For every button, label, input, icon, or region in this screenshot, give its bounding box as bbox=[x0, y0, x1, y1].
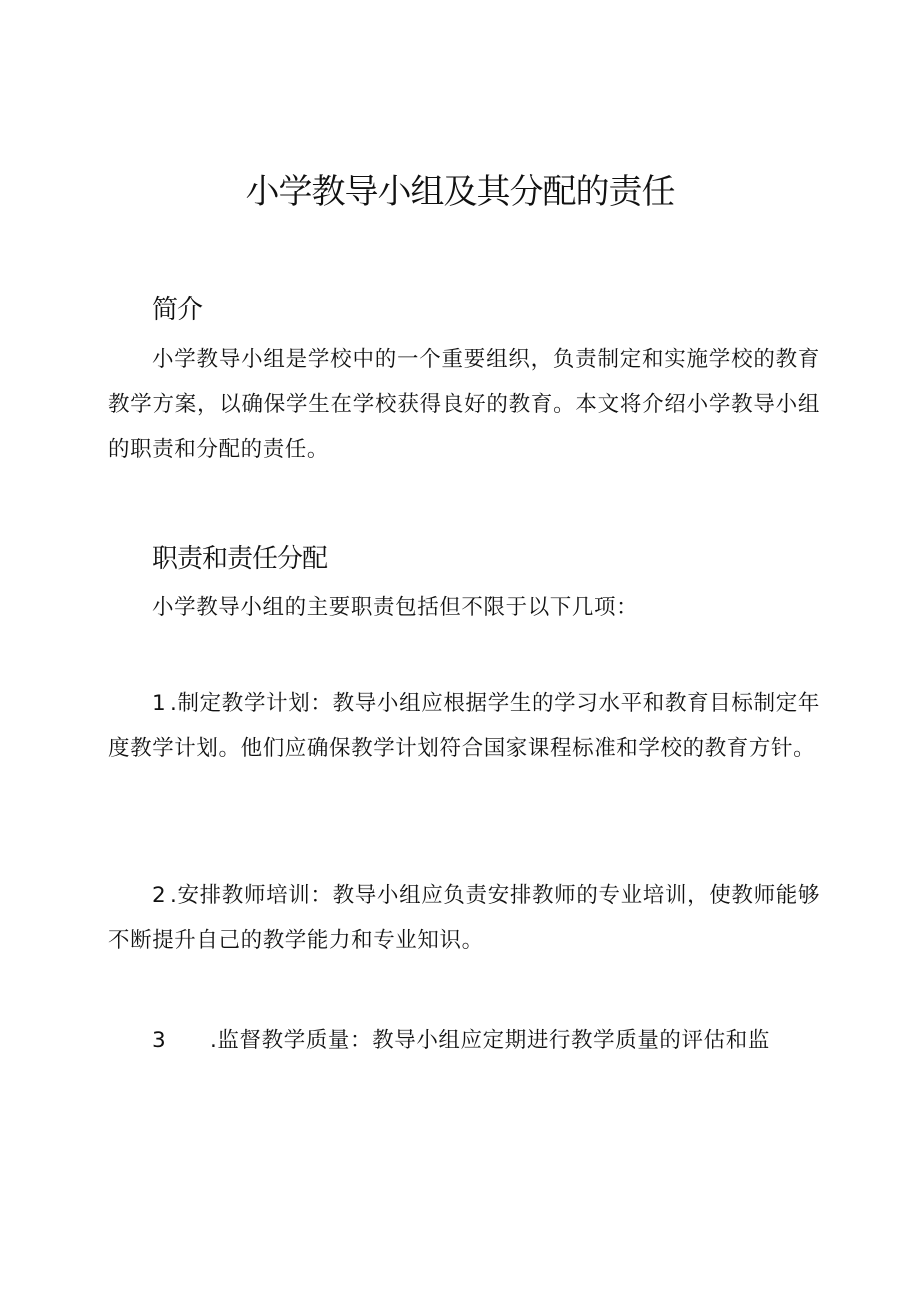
list-item-number: 1 bbox=[152, 691, 167, 716]
document-title: 小学教导小组及其分配的责任 bbox=[245, 172, 675, 212]
list-item-text: .监督教学质量：教导小组应定期进行教学质量的评估和监 bbox=[210, 1028, 770, 1053]
list-item-number: 2 bbox=[152, 883, 167, 908]
section-heading-intro: 简介 bbox=[152, 295, 203, 325]
list-item bbox=[108, 873, 820, 963]
list-item-text: .制定教学计划：教导小组应根据学生的学习水平和教育目标制定年度教学计划。他们应确保教学计划符合国家课程标准和学校的教育方针。 bbox=[108, 691, 820, 761]
duties-intro-paragraph: 小学教导小组的主要职责包括但不限于以下几项： bbox=[152, 595, 639, 620]
section-heading-duties: 职责和责任分配 bbox=[152, 544, 328, 574]
list-item bbox=[108, 1018, 820, 1063]
list-item-number: 3 bbox=[152, 1028, 167, 1053]
list-item-text: .安排教师培训：教导小组应负责安排教师的专业培训，使教师能够不断提升自己的教学能力和专业知识。 bbox=[108, 883, 820, 953]
list-item bbox=[108, 681, 820, 771]
intro-paragraph: 小学教导小组是学校中的一个重要组织，负责制定和实施学校的教育教学方案，以确保学生在学校获得良好的教育。本文将介绍小学教导小组的职责和分配的责任。 bbox=[108, 347, 820, 462]
